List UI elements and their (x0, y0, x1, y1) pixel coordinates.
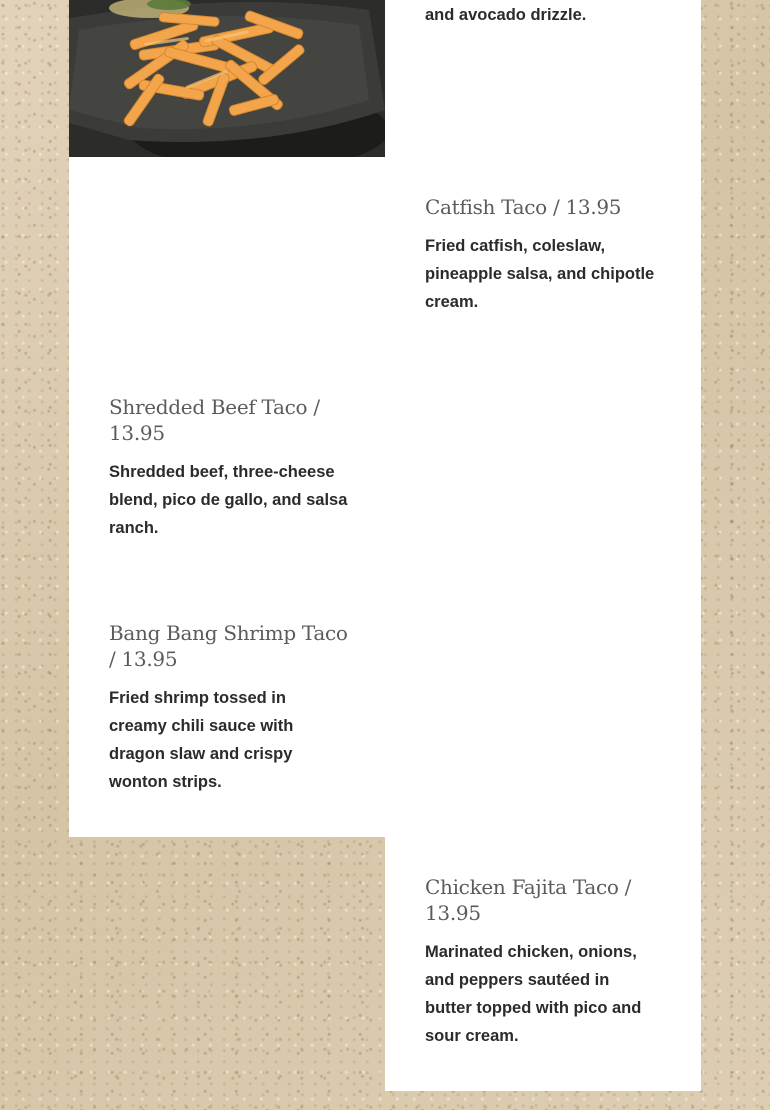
menu-item-description: Marinated chicken, onions, and peppers sautéed in butter topped with pico and sour cream. (425, 943, 642, 1045)
menu-item-bang-bang-shrimp-taco (109, 620, 349, 796)
menu-item-title: Bang Bang Shrimp Taco / 13.95 (109, 621, 348, 671)
menu-item-description: Fried catfish, coleslaw, pineapple salsa, and chipotle cream. (425, 237, 655, 311)
taco-plate-with-crinkle-fries-photo (69, 0, 385, 157)
partial-item-description: and avocado drizzle. (425, 6, 587, 24)
menu-item-catfish-taco (425, 194, 670, 316)
menu-item-description: Shredded beef, three-cheese blend, pico de gallo, and salsa ranch. (109, 463, 348, 537)
menu-item-chicken-fajita-taco (425, 874, 655, 1050)
menu-item-title: Chicken Fajita Taco / 13.95 (425, 875, 632, 925)
menu-item-shredded-beef-taco (109, 394, 349, 542)
menu-item-title: Catfish Taco / 13.95 (425, 195, 622, 219)
menu-item-description: Fried shrimp tossed in creamy chili sauce with dragon slaw and crispy wonton strips. (109, 689, 294, 791)
menu-item-title: Shredded Beef Taco / 13.95 (109, 395, 320, 445)
